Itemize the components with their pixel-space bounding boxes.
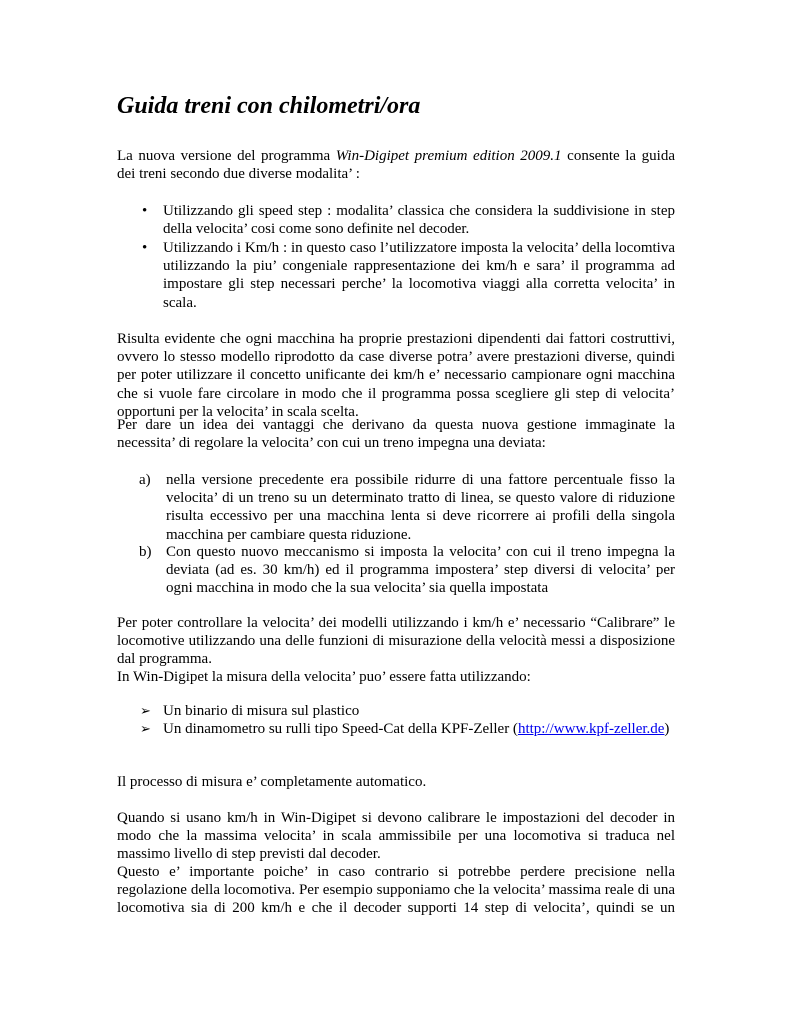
body-paragraph: Questo e’ importante poiche’ in caso contrario si potrebbe perdere precisione nella regolazione della locomotiva. Per esempio supponiamo che la velocita’ massima reale di una locomotiva sia di 200 km/h e che il decoder supporti 14 step di velocita’, quindi se un xyxy=(117,864,675,917)
intro-paragraph xyxy=(117,147,675,183)
intro-before: La nuova versione del programma xyxy=(117,148,336,164)
arrow-bullet-icon: ➢ xyxy=(140,704,151,719)
arrow-item xyxy=(163,720,675,738)
page-title: Guida treni con chilometri/ora xyxy=(117,93,421,119)
bullet-icon: • xyxy=(142,240,148,256)
lettered-item: Con questo nuovo meccanismo si imposta la velocita’ con cui il treno impegna la deviata (ad es. 30 km/h) ed il programma impostera’ step diversi di velocita’ per ogni macchina in modo che la sua velocita’ sia quella impostata xyxy=(166,544,675,597)
product-name: Win-Digipet premium edition 2009.1 xyxy=(335,148,562,164)
arrow-item-text: Un dinamometro su rulli tipo Speed-Cat della KPF-Zeller ( xyxy=(163,721,518,737)
intro-after: consente la guida dei treni secondo due diverse modalita’ : xyxy=(117,148,675,183)
list-label: a) xyxy=(139,472,151,488)
lettered-item: nella versione precedente era possibile ridurre di una fattore percentuale fisso la velocita’ di un treno su un determinato tratto di linea, se questo valore di riduzione risulta eccessivo per una macchina lenta si deve ricorrere ai profili della singola macchina per cambiare questa riduzione. xyxy=(166,472,675,543)
list-label: b) xyxy=(139,544,152,560)
body-paragraph: Il processo di misura e’ completamente automatico. xyxy=(117,774,427,790)
body-paragraph: Per dare un idea dei vantaggi che derivano da questa nuova gestione immaginate la necessita’ di regolare la velocita’ con cui un treno impegna una deviata: xyxy=(117,417,675,452)
body-paragraph: Per poter controllare la velocita’ dei modelli utilizzando i km/h e’ necessario “Calibrare” le locomotive utilizzando una delle funzioni di misurazione della velocità messi a disposizione dal programma. xyxy=(117,615,675,668)
arrow-bullet-icon: ➢ xyxy=(140,722,151,737)
bullet-item: Utilizzando gli speed step : modalita’ classica che considera la suddivisione in step della velocita’ cosi come sono definite nel decoder. xyxy=(163,203,675,238)
bullet-item: Utilizzando i Km/h : in questo caso l’utilizzatore imposta la velocita’ della locomtiva utilizzando la piu’ congeniale rappresentazione dei km/h e sara’ il programma ad impostare gli step necessari perche’ la locomotiva viaggi alla corretta velocita’ in scala. xyxy=(163,240,675,311)
kpf-zeller-link[interactable]: http://www.kpf-zeller.de xyxy=(517,721,665,737)
arrow-item: Un binario di misura sul plastico xyxy=(163,703,360,719)
body-paragraph: Quando si usano km/h in Win-Digipet si devono calibrare le impostazioni del decoder in modo che la massima velocita’ in scala ammissibile per una locomotiva si traduca nel massimo livello di step previsti dal decoder. xyxy=(117,810,675,863)
bullet-icon: • xyxy=(142,203,148,219)
arrow-item-close: ) xyxy=(664,721,670,737)
body-paragraph: In Win-Digipet la misura della velocita’ puo’ essere fatta utilizzando: xyxy=(117,669,531,685)
body-paragraph: Risulta evidente che ogni macchina ha proprie prestazioni dipendenti dai fattori costruttivi, ovvero lo stesso modello riprodotto da case diverse potra’ avere prestazioni diverse, quindi per poter utilizzare il concetto unificante dei km/h e’ necessario campionare ogni macchina che si vuole fare circolare in modo che il programma possa scegliere gli step di velocita’ opportuni per la velocita’ in scala scelta. xyxy=(117,331,675,420)
